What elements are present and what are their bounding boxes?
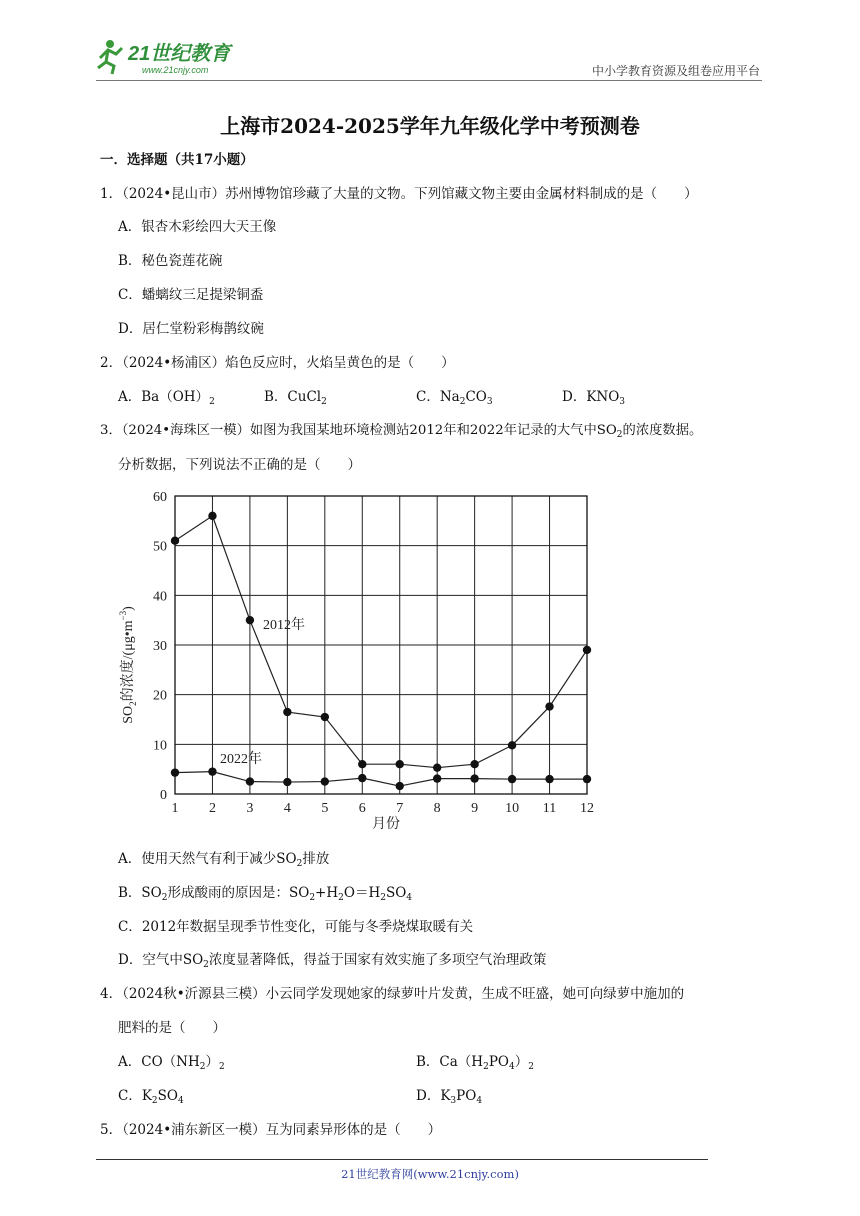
chart-grid bbox=[175, 496, 587, 794]
y-axis-label-sub: 2 bbox=[128, 701, 138, 706]
q1-option-a: A．银杏木彩绘四大天王像 bbox=[118, 219, 277, 235]
q1-option-c: C．蟠螭纹三足提梁铜盉 bbox=[118, 287, 264, 303]
x-tick-label-8: 8 bbox=[433, 801, 441, 816]
y-tick-label-50: 50 bbox=[153, 539, 167, 555]
y-tick-label-10: 10 bbox=[153, 738, 167, 754]
data-point-s1-m7 bbox=[396, 782, 404, 790]
x-tick-label-4: 4 bbox=[283, 801, 291, 816]
q1-stem: 1．（2024•昆山市）苏州博物馆珍藏了大量的文物。下列馆藏文物主要由金属材料制成的是（ ） bbox=[100, 186, 698, 202]
data-point-s0-m7 bbox=[396, 760, 404, 768]
y-axis-label-post: 的浓度/(μg•m bbox=[121, 620, 136, 702]
y-axis-label-end: ) bbox=[121, 606, 136, 611]
x-tick-label-7: 7 bbox=[396, 801, 404, 816]
data-point-s1-m2 bbox=[208, 767, 216, 775]
q4-option-d: D．$K_3PO_4$ bbox=[416, 1088, 483, 1106]
data-point-s1-m5 bbox=[321, 777, 329, 785]
series-label-2012: 2012年 bbox=[263, 618, 306, 634]
data-point-s0-m10 bbox=[508, 741, 516, 749]
data-point-s0-m8 bbox=[433, 763, 441, 771]
q2-option-a: A．$Ba(OH)_2$ bbox=[118, 389, 215, 407]
page-title: 上海市2024-2025学年九年级化学中考预测卷 bbox=[220, 114, 640, 138]
q5-stem: 5．（2024•浦东新区一模）互为同素异形体的是（ ） bbox=[100, 1122, 442, 1138]
y-axis-label bbox=[118, 606, 138, 724]
header-divider bbox=[96, 80, 762, 81]
data-point-s1-m12 bbox=[583, 775, 591, 783]
x-tick-label-11: 11 bbox=[542, 801, 557, 816]
header-platform-text: 中小学教育资源及组卷应用平台 bbox=[591, 64, 760, 78]
series-line-0 bbox=[175, 516, 587, 768]
logo-main-text: 21世纪教育 bbox=[128, 43, 231, 65]
q3-option-d: D．空气中$SO_2$浓度显著降低，得益于国家有效实施了多项空气治理政策 bbox=[118, 952, 547, 970]
data-point-s1-m11 bbox=[545, 775, 553, 783]
data-point-s1-m9 bbox=[470, 774, 478, 782]
q2-option-b: B．CuCl$_2$ bbox=[264, 389, 327, 407]
q4-option-a: A．$CO(NH_2)_2$ bbox=[118, 1054, 225, 1072]
q4-option-b: B．$Ca(H_2PO_4)_2$ bbox=[416, 1054, 534, 1072]
q1-option-d: D．居仁堂粉彩梅鹊纹碗 bbox=[118, 321, 264, 337]
q4-stem-cont: 肥料的是（ ） bbox=[118, 1020, 226, 1036]
data-point-s1-m1 bbox=[171, 768, 179, 776]
y-tick-label-0: 0 bbox=[160, 788, 167, 803]
data-point-s1-m6 bbox=[358, 774, 366, 782]
y-tick-label-20: 20 bbox=[153, 688, 167, 704]
data-point-s1-m3 bbox=[246, 777, 254, 785]
series-label-2022: 2022年 bbox=[219, 752, 262, 768]
q4-stem: 4．（2024秋•沂源县三模）小云同学发现她家的绿萝叶片发黄，生成不旺盛，她可向绿萝中施加的 bbox=[100, 986, 685, 1002]
data-point-s0-m3 bbox=[246, 616, 254, 624]
y-tick-label-30: 30 bbox=[153, 639, 167, 654]
data-point-s0-m2 bbox=[208, 512, 216, 520]
q2-stem: 2．（2024•杨浦区）焰色反应时，火焰呈黄色的是（ ） bbox=[100, 355, 455, 371]
so2-line-chart bbox=[110, 480, 610, 840]
data-point-s0-m11 bbox=[545, 702, 553, 710]
q3-option-b: B．$SO_2$形成酸雨的原因是：$SO_2+H_2O=H_2SO_4$ bbox=[118, 885, 413, 903]
q2-option-c: C．$Na_2CO_3$ bbox=[416, 389, 493, 407]
q2-option-d: D．$KNO_3$ bbox=[562, 389, 626, 407]
x-tick-label-9: 9 bbox=[471, 801, 479, 816]
x-tick-label-12: 12 bbox=[580, 801, 594, 816]
y-axis-label-sup: −3 bbox=[118, 610, 128, 621]
y-axis-label-pre: SO bbox=[121, 705, 136, 724]
x-tick-label-5: 5 bbox=[321, 801, 329, 816]
y-tick-label-60: 60 bbox=[153, 490, 167, 505]
data-point-s0-m6 bbox=[358, 760, 366, 768]
q3-stem-cont: 分析数据，下列说法不正确的是（ ） bbox=[118, 457, 361, 473]
site-logo bbox=[96, 36, 266, 80]
data-point-s0-m12 bbox=[583, 646, 591, 654]
data-point-s0-m1 bbox=[171, 537, 179, 545]
data-point-s1-m10 bbox=[508, 775, 516, 783]
chart-series bbox=[171, 512, 591, 791]
data-point-s0-m9 bbox=[470, 760, 478, 768]
q3-stem: 3．（2024•海珠区一模）如图为我国某地环境检测站2012年和2022年记录的大气中$SO_2$的浓度数据。 bbox=[100, 423, 703, 440]
data-point-s1-m4 bbox=[283, 778, 291, 786]
q4-option-c: C．$K_2SO_4$ bbox=[118, 1088, 184, 1106]
x-tick-label-3: 3 bbox=[246, 801, 254, 816]
data-point-s0-m4 bbox=[283, 708, 291, 716]
logo-sub-text: www.21cnjy.com bbox=[142, 65, 209, 75]
x-tick-label-10: 10 bbox=[505, 801, 520, 816]
data-point-s0-m5 bbox=[321, 713, 329, 721]
x-tick-label-6: 6 bbox=[358, 801, 366, 816]
section-heading: 一．选择题（共17小题） bbox=[100, 152, 254, 168]
footer-divider bbox=[96, 1159, 708, 1160]
x-tick-label-2: 2 bbox=[208, 801, 216, 816]
q1-option-b: B．秘色瓷莲花碗 bbox=[118, 253, 223, 269]
y-tick-label-40: 40 bbox=[153, 589, 167, 605]
x-tick-label-1: 1 bbox=[171, 801, 179, 816]
q3-option-c: C．2012年数据呈现季节性变化，可能与冬季烧煤取暖有关 bbox=[118, 919, 474, 935]
footer-link[interactable]: 21世纪教育网(www.21cnjy.com) bbox=[341, 1167, 519, 1181]
data-point-s1-m8 bbox=[433, 774, 441, 782]
runner-icon bbox=[98, 40, 122, 74]
q3-option-a: A．使用天然气有利于减少$SO_2$排放 bbox=[118, 851, 330, 869]
x-axis-label: 月份 bbox=[372, 817, 400, 832]
series-line-1 bbox=[175, 772, 587, 786]
